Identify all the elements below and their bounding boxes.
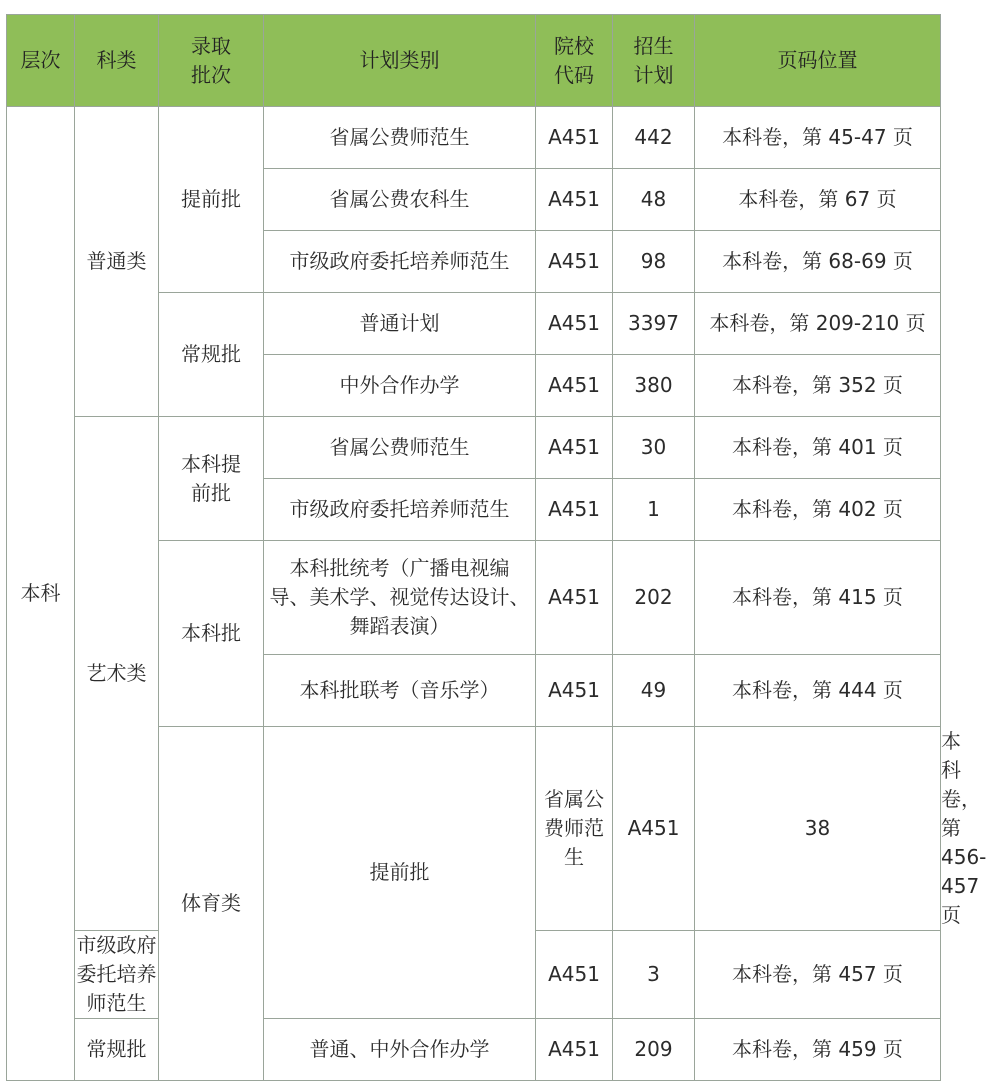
plan-line: 导、美术学、视觉传达设计、 bbox=[269, 585, 530, 609]
quota-cell: 98 bbox=[613, 231, 695, 293]
plan-cell: 市级政府委托培养师范生 bbox=[264, 231, 536, 293]
header-code bbox=[536, 15, 613, 107]
quota-cell: 209 bbox=[613, 1019, 695, 1081]
page-cell: 本科卷，第 45-47 页 bbox=[695, 107, 941, 169]
table-row bbox=[7, 107, 941, 169]
plan-cell: 省属公费师范生 bbox=[536, 727, 613, 931]
code-cell: A451 bbox=[536, 541, 613, 655]
batch-cell: 提前批 bbox=[264, 727, 536, 1019]
header-row bbox=[7, 15, 941, 107]
plan-cell: 省属公费师范生 bbox=[264, 417, 536, 479]
header-plan-type: 计划类别 bbox=[264, 15, 536, 107]
plan-cell: 普通计划 bbox=[264, 293, 536, 355]
header-page: 页码位置 bbox=[695, 15, 941, 107]
code-cell: A451 bbox=[536, 655, 613, 727]
code-cell: A451 bbox=[536, 355, 613, 417]
category-cell: 艺术类 bbox=[75, 417, 159, 931]
quota-cell: 30 bbox=[613, 417, 695, 479]
quota-cell: 1 bbox=[613, 479, 695, 541]
quota-cell: 3 bbox=[613, 931, 695, 1019]
header-code-line: 代码 bbox=[554, 62, 594, 87]
quota-cell: 380 bbox=[613, 355, 695, 417]
category-cell: 普通类 bbox=[75, 107, 159, 417]
quota-cell: 3397 bbox=[613, 293, 695, 355]
header-batch-line: 录取 bbox=[191, 33, 231, 58]
batch-cell bbox=[159, 417, 264, 541]
quota-cell: 202 bbox=[613, 541, 695, 655]
plan-cell: 省属公费农科生 bbox=[264, 169, 536, 231]
header-quota bbox=[613, 15, 695, 107]
plan-cell: 市级政府委托培养师范生 bbox=[75, 931, 159, 1019]
page-cell: 本科卷，第 402 页 bbox=[695, 479, 941, 541]
plan-line: 舞蹈表演） bbox=[349, 614, 450, 638]
quota-cell: 48 bbox=[613, 169, 695, 231]
batch-cell: 常规批 bbox=[159, 293, 264, 417]
level-cell: 本科 bbox=[7, 107, 75, 1081]
header-batch bbox=[159, 15, 264, 107]
plan-cell: 中外合作办学 bbox=[264, 355, 536, 417]
category-cell: 体育类 bbox=[159, 727, 264, 1081]
code-cell: A451 bbox=[536, 293, 613, 355]
header-batch-line: 批次 bbox=[191, 62, 231, 87]
header-code-line: 院校 bbox=[554, 33, 594, 58]
page-cell: 本科卷，第 459 页 bbox=[695, 1019, 941, 1081]
plan-cell: 市级政府委托培养师范生 bbox=[264, 479, 536, 541]
batch-line: 本科提 bbox=[181, 451, 241, 476]
code-cell: A451 bbox=[536, 231, 613, 293]
plan-cell: 省属公费师范生 bbox=[264, 107, 536, 169]
page-cell: 本科卷，第 352 页 bbox=[695, 355, 941, 417]
page-cell: 本科卷，第 401 页 bbox=[695, 417, 941, 479]
code-cell: A451 bbox=[536, 169, 613, 231]
page-cell: 本科卷，第 209-210 页 bbox=[695, 293, 941, 355]
page-cell: 本科卷，第 457 页 bbox=[695, 931, 941, 1019]
quota-cell: 49 bbox=[613, 655, 695, 727]
page-cell: 本科卷，第 415 页 bbox=[695, 541, 941, 655]
header-quota-line: 招生 bbox=[633, 33, 674, 58]
batch-cell: 本科批 bbox=[159, 541, 264, 727]
code-cell: A451 bbox=[536, 417, 613, 479]
batch-line: 前批 bbox=[191, 480, 231, 505]
batch-cell: 常规批 bbox=[75, 1019, 159, 1081]
page-cell: 本科卷，第 67 页 bbox=[695, 169, 941, 231]
header-level: 层次 bbox=[7, 15, 75, 107]
plan-cell bbox=[264, 541, 536, 655]
page-cell: 本科卷，第 444 页 bbox=[695, 655, 941, 727]
quota-cell: 38 bbox=[695, 727, 941, 931]
header-quota-line: 计划 bbox=[633, 62, 674, 87]
code-cell: A451 bbox=[536, 931, 613, 1019]
plan-cell: 普通、中外合作办学 bbox=[264, 1019, 536, 1081]
top-white-strip bbox=[288, 0, 688, 12]
header-category: 科类 bbox=[75, 15, 159, 107]
page-cell: 本科卷，第 68-69 页 bbox=[695, 231, 941, 293]
plan-cell: 本科批联考（音乐学） bbox=[264, 655, 536, 727]
code-cell: A451 bbox=[613, 727, 695, 931]
table-row bbox=[7, 417, 941, 479]
code-cell: A451 bbox=[536, 107, 613, 169]
code-cell: A451 bbox=[536, 1019, 613, 1081]
batch-cell: 提前批 bbox=[159, 107, 264, 293]
code-cell: A451 bbox=[536, 479, 613, 541]
table-row bbox=[7, 1019, 941, 1081]
quota-cell: 442 bbox=[613, 107, 695, 169]
enrollment-plan-table bbox=[6, 14, 986, 1081]
table-row: 体育类 提前批 省属公费师范生 A451 38 本科卷，第 456-457 页 bbox=[7, 727, 941, 931]
plan-line: 本科批统考（广播电视编 bbox=[289, 556, 510, 580]
